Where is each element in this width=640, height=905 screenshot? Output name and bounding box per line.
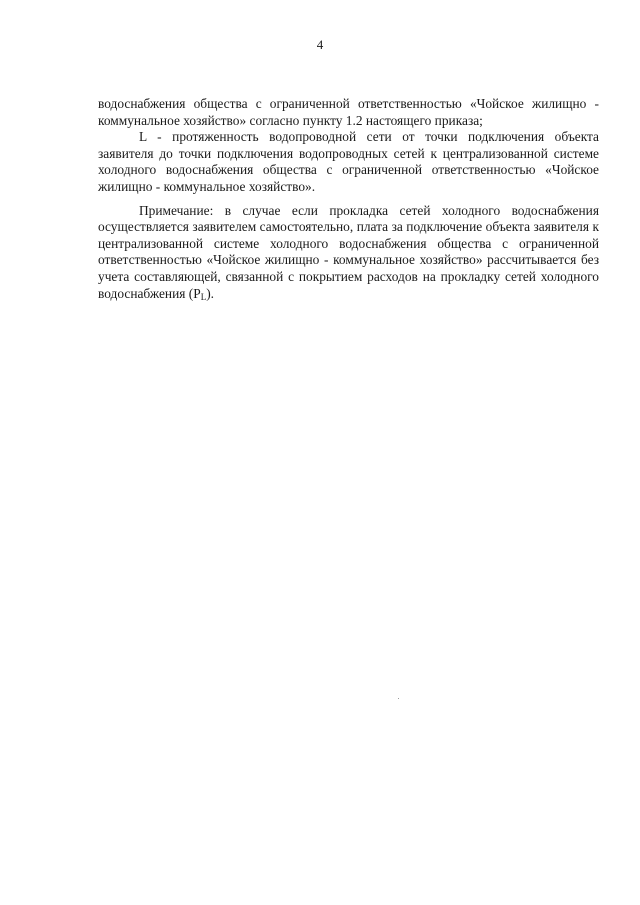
scan-speck [398, 698, 399, 699]
paragraph-note [98, 203, 599, 303]
paragraph-definition-l: L - протяженность водопроводной сети от точки подключения объекта заявителя до точки подключения водопроводных сетей к централизованной системе холодного водоснабжения общества с ограниченной ответственностью «Чойское жилищно - коммунальное хозяйство». [98, 129, 599, 194]
note-subscript: L [200, 291, 207, 302]
page-number: 4 [316, 37, 324, 52]
document-body [98, 96, 599, 302]
note-end: ). [206, 285, 214, 301]
note-text: Примечание: в случае если прокладка сетей холодного водоснабжения осуществляется заявителем самостоятельно, плата за подключение объекта заявителя к централизованной системе холодного водоснабжения общества с ограниченной ответственностью «Чойское жилищно - коммунальное хозяйство» рассчитывается без учета составляющей, связанной с покрытием расходов на прокладку сетей холодного водоснабжения (P [98, 202, 599, 301]
paragraph-continuation: водоснабжения общества с ограниченной ответственностью «Чойское жилищно - коммунальное хозяйство» согласно пункту 1.2 настоящего приказа; [98, 96, 599, 128]
